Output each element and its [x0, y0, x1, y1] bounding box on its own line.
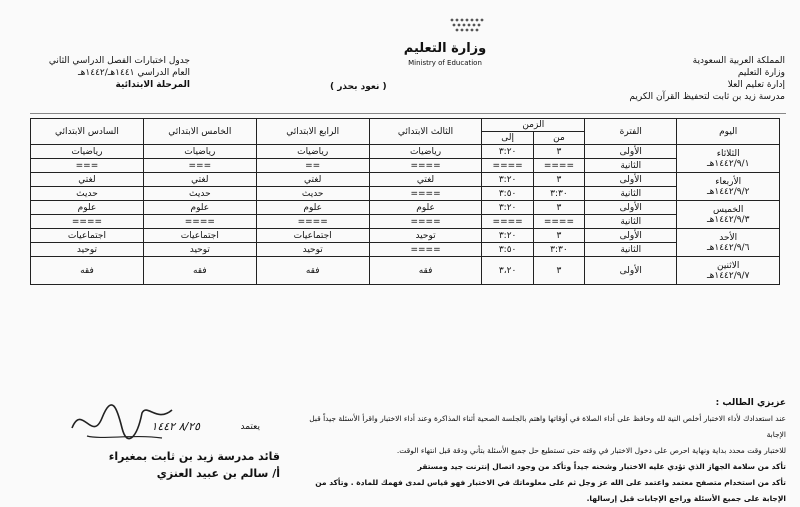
approval-date: ٨/٢٥ ١٤٤٢: [151, 420, 200, 433]
from-cell: ٣: [533, 201, 584, 215]
subject-cell: ====: [256, 215, 369, 229]
to-cell: ٣:٢٠: [482, 229, 533, 243]
from-cell: ٣: [533, 145, 584, 159]
from-cell: ٣: [533, 229, 584, 243]
header-left: [40, 55, 190, 91]
to-cell: ٣:٢٠: [482, 201, 533, 215]
subject-cell: ====: [31, 215, 144, 229]
to-cell: ٣:٢٠: [482, 145, 533, 159]
period-cell: الثانية: [585, 243, 677, 257]
day-name: الأحد: [719, 232, 738, 243]
subject-cell: ====: [369, 243, 482, 257]
header-to: إلى: [482, 132, 533, 145]
subject-cell: فقه: [31, 257, 144, 285]
to-cell: ٣:٢٠: [482, 173, 533, 187]
to-cell: ====: [482, 215, 533, 229]
principal-name: أ/ سالم بن عبيد العنزي: [156, 467, 280, 480]
header-time: الزمن: [482, 119, 585, 132]
from-cell: ====: [533, 159, 584, 173]
header-day: اليوم: [677, 119, 780, 145]
day-name: الاثنين: [716, 260, 740, 271]
approval-label: يعتمد: [240, 422, 260, 432]
subject-cell: توحيد: [143, 243, 256, 257]
period-cell: الثانية: [585, 159, 677, 173]
day-cell: [677, 173, 780, 201]
period-cell: الأولى: [585, 257, 677, 285]
subject-cell: لغتي: [369, 173, 482, 187]
table-row: [31, 215, 780, 229]
header-grade6: السادس الابتدائي: [31, 119, 144, 145]
day-date: ١٤٤٢/٩/٣هـ: [706, 214, 750, 225]
table-row: [31, 187, 780, 201]
header-right-line: مدرسة زيد بن ثابت لتحفيظ القرآن الكريم: [629, 92, 785, 102]
day-date: ١٤٤٢/٩/٢هـ: [706, 186, 750, 197]
subject-cell: رياضيات: [256, 145, 369, 159]
table-row: [31, 145, 780, 159]
subject-cell: ====: [369, 159, 482, 173]
header-grade3: الثالث الابتدائي: [369, 119, 482, 145]
header-from: من: [533, 132, 584, 145]
subject-cell: ==: [256, 159, 369, 173]
subject-cell: حديث: [143, 187, 256, 201]
subject-cell: علوم: [31, 201, 144, 215]
subject-cell: حديث: [31, 187, 144, 201]
note-line: تأكد من استخدام متصفح معتمد واعتمد على الله عز وجل ثم على معلوماتك في الاختبار فهو قياس لمدى فهمك للمادة . وتأكد من الإجابة على جميع الأسئلة وراجع الإجابات قبل إرسالها.: [315, 478, 786, 503]
subject-cell: فقه: [143, 257, 256, 285]
period-cell: الثانية: [585, 215, 677, 229]
subject-cell: اجتماعيات: [256, 229, 369, 243]
principal-title: قائد مدرسة زيد بن ثابت بمغيراء: [108, 450, 280, 463]
period-cell: الأولى: [585, 145, 677, 159]
header-left-line: المرحلة الابتدائية: [115, 80, 190, 90]
table-row: [31, 257, 780, 285]
ministry-logo: [400, 15, 490, 65]
day-date: ١٤٤٢/٩/١هـ: [706, 158, 750, 169]
from-cell: ٣:٣٠: [533, 187, 584, 201]
subject-cell: توحيد: [31, 243, 144, 257]
student-notes: [300, 395, 786, 507]
table-row: [31, 201, 780, 215]
subject-cell: ===: [143, 159, 256, 173]
table-row: [31, 159, 780, 173]
subject-cell: رياضيات: [143, 145, 256, 159]
subject-cell: رياضيات: [369, 145, 482, 159]
subject-cell: ====: [369, 215, 482, 229]
day-name: الأربعاء: [715, 176, 742, 187]
subject-cell: فقه: [369, 257, 482, 285]
note-line: تأكد من سلامة الجهاز الذي تؤدي عليه الاختبار وشحنه جيداً وتأكد من وجود اتصال إنترنت جيد ومستقر: [417, 462, 786, 471]
logo-dots-icon: [448, 17, 488, 33]
to-cell: ٣،٢٠: [482, 257, 533, 285]
note-line: للاختبار وقت محدد بداية ونهاية احرص على دخول الاختبار في وقته حتى تستطيع حل جميع الأسئلة بتأني ودقة قبل انتهاء الوقت.: [396, 446, 786, 455]
day-date: ١٤٤٢/٩/٦هـ: [706, 242, 750, 253]
header-left-line: العام الدراسي ١٤٤١هـ/١٤٤٢هـ: [78, 68, 190, 78]
to-cell: ====: [482, 159, 533, 173]
header-right-line: إدارة تعليم العلا: [727, 80, 785, 90]
period-cell: الأولى: [585, 201, 677, 215]
day-cell: [677, 257, 780, 285]
day-name: الثلاثاء: [716, 148, 740, 159]
subject-cell: اجتماعيات: [143, 229, 256, 243]
header-grade5: الخامس الابتدائي: [143, 119, 256, 145]
from-cell: ====: [533, 215, 584, 229]
subject-cell: لغتي: [256, 173, 369, 187]
subject-cell: توحيد: [256, 243, 369, 257]
subject-cell: علوم: [143, 201, 256, 215]
subject-cell: فقه: [256, 257, 369, 285]
subject-cell: علوم: [369, 201, 482, 215]
handwritten-signature-icon: [62, 398, 182, 448]
day-cell: [677, 201, 780, 229]
from-cell: ٣:٣٠: [533, 243, 584, 257]
table-row: [31, 229, 780, 243]
header-right-line: وزارة التعليم: [737, 68, 785, 78]
day-name: الخميس: [712, 204, 744, 215]
notes-title: عزيزي الطالب :: [715, 398, 786, 408]
day-cell: [677, 229, 780, 257]
period-cell: الثانية: [585, 187, 677, 201]
header-left-line: جدول اختبارات الفصل الدراسي الثاني: [48, 56, 190, 66]
table-row: [31, 173, 780, 187]
subject-cell: لغتي: [143, 173, 256, 187]
header-period: الفترة: [585, 119, 677, 145]
subject-cell: حديث: [256, 187, 369, 201]
period-cell: الأولى: [585, 173, 677, 187]
return-note: ( نعود بحذر ): [330, 82, 387, 92]
logo-text: وزارة التعليم: [403, 41, 487, 56]
subject-cell: علوم: [256, 201, 369, 215]
day-date: ١٤٤٢/٩/٧هـ: [706, 270, 750, 281]
from-cell: ٣: [533, 173, 584, 187]
to-cell: ٣:٥٠: [482, 187, 533, 201]
to-cell: ٣:٥٠: [482, 243, 533, 257]
subject-cell: لغتي: [31, 173, 144, 187]
header-grade4: الرابع الابتدائي: [256, 119, 369, 145]
day-cell: [677, 145, 780, 173]
subject-cell: اجتماعيات: [31, 229, 144, 243]
subject-cell: توحيد: [369, 229, 482, 243]
logo-subtext: Ministry of Education: [408, 59, 482, 67]
subject-cell: ===: [31, 159, 144, 173]
header-right-line: المملكة العربية السعودية: [692, 56, 785, 66]
table-row: [31, 243, 780, 257]
header-divider: [30, 113, 786, 114]
subject-cell: ====: [143, 215, 256, 229]
header-right: [629, 55, 785, 103]
subject-cell: ====: [369, 187, 482, 201]
exam-schedule-table: [30, 118, 780, 285]
note-line: عند استعدادك لأداء الاختبار أخلص النية لله وحافظ على أداء الصلاة في أوقاتها واهتم بالجلسة الصحية أثناء المذاكرة وعند أداء الاختبار واقرأ الأسئلة جيداً قبل الإجابة: [309, 414, 786, 439]
subject-cell: رياضيات: [31, 145, 144, 159]
period-cell: الأولى: [585, 229, 677, 243]
from-cell: ٣: [533, 257, 584, 285]
table-header-row: [31, 119, 780, 132]
